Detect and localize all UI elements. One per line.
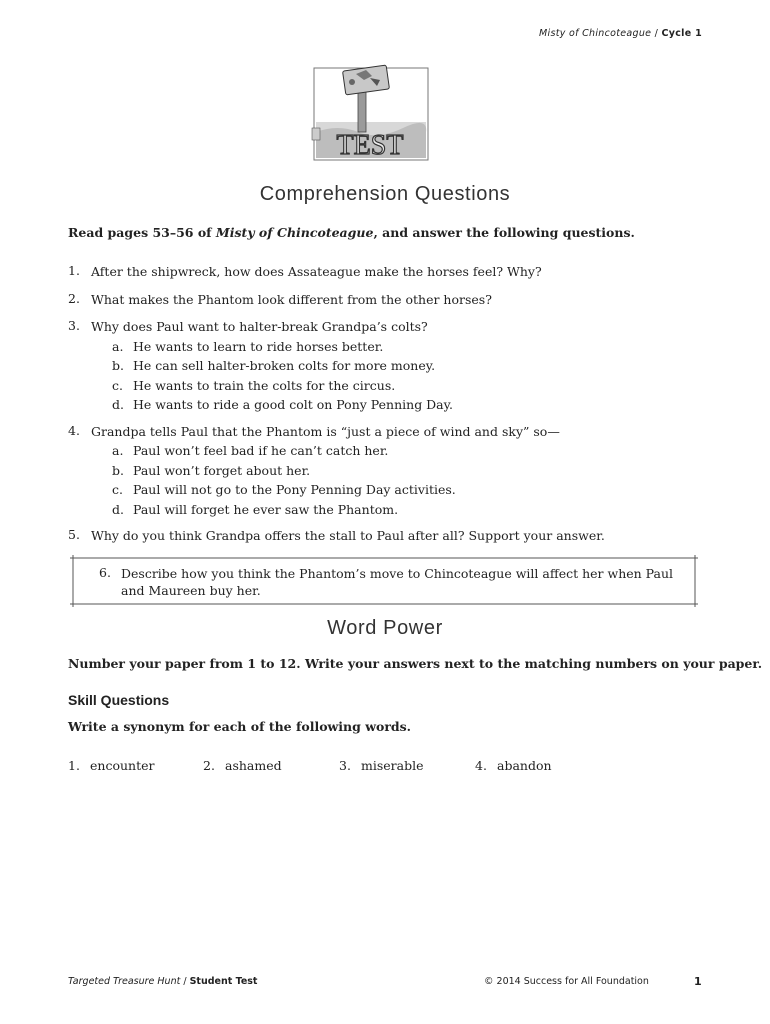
- footer-doc-type: Student Test: [189, 976, 258, 987]
- instruction-prefix: Read pages 53–56 of: [68, 225, 216, 240]
- question-text: Why does Paul want to halter-break Grandpa’s colts?: [91, 319, 428, 334]
- page-number: 1: [694, 975, 702, 988]
- word-number: 3.: [339, 758, 351, 773]
- running-header: [539, 28, 702, 39]
- word-text: ashamed: [225, 758, 282, 773]
- header-separator: /: [654, 28, 659, 39]
- question-number: 2.: [68, 291, 80, 306]
- synonym-instruction: Write a synonym for each of the following words.: [68, 719, 412, 734]
- footer-separator: /: [183, 976, 187, 987]
- option-text: Paul will forget he ever saw the Phantom.: [133, 502, 399, 517]
- option-letter: a.: [112, 443, 124, 458]
- logo-test-text: TEST: [336, 130, 404, 161]
- word-number: 4.: [475, 758, 487, 773]
- word-power-heading: Word Power: [327, 617, 443, 639]
- question-number: 6.: [99, 565, 111, 580]
- word-number: 2.: [203, 758, 215, 773]
- question-text: After the shipwreck, how does Assateague make the horses feel? Why?: [91, 264, 542, 279]
- option-text: He wants to train the colts for the circus.: [133, 378, 396, 393]
- question-text: Describe how you think the Phantom’s move to Chincoteague will affect her when Paul and Maureen buy her.: [121, 566, 674, 598]
- question-text: Why do you think Grandpa offers the stall to Paul after all? Support your answer.: [91, 528, 605, 543]
- reading-instruction: [68, 225, 635, 240]
- header-book-title: Misty of Chincoteague: [539, 28, 652, 39]
- instruction-suffix: , and answer the following questions.: [373, 225, 635, 240]
- option-letter: b.: [112, 463, 124, 478]
- option-text: Paul will not go to the Pony Penning Day activities.: [133, 482, 456, 497]
- option-letter: b.: [112, 358, 124, 373]
- option-text: He wants to ride a good colt on Pony Penning Day.: [133, 397, 454, 412]
- skill-questions-heading: Skill Questions: [68, 692, 170, 708]
- option-text: Paul won’t feel bad if he can’t catch her.: [133, 443, 389, 458]
- footer-copyright: © 2014 Success for All Foundation: [484, 976, 649, 987]
- option-letter: d.: [112, 502, 124, 517]
- word-text: encounter: [90, 758, 155, 773]
- option-text: He can sell halter-broken colts for more money.: [133, 358, 436, 373]
- question-number: 1.: [68, 263, 80, 278]
- test-logo: [308, 62, 432, 162]
- header-cycle: Cycle 1: [661, 28, 702, 39]
- word-text: abandon: [497, 758, 552, 773]
- footer-program: [68, 976, 257, 987]
- question-text: What makes the Phantom look different from the other horses?: [91, 292, 492, 307]
- question-text: Grandpa tells Paul that the Phantom is “just a piece of wind and sky” so—: [91, 424, 560, 439]
- option-letter: c.: [112, 482, 123, 497]
- word-text: miserable: [361, 758, 424, 773]
- option-letter: a.: [112, 339, 124, 354]
- numbering-instruction: Number your paper from 1 to 12. Write your answers next to the matching numbers on your paper.: [68, 656, 763, 671]
- question-number: 5.: [68, 527, 80, 542]
- question-number: 3.: [68, 318, 80, 333]
- option-text: He wants to learn to ride horses better.: [133, 339, 384, 354]
- option-letter: d.: [112, 397, 124, 412]
- footer-program-name: Targeted Treasure Hunt: [68, 976, 181, 987]
- question-number: 4.: [68, 423, 80, 438]
- option-text: Paul won’t forget about her.: [133, 463, 311, 478]
- option-letter: c.: [112, 378, 123, 393]
- instruction-book-title: Misty of Chincoteague: [215, 225, 374, 240]
- comprehension-heading: Comprehension Questions: [259, 183, 511, 205]
- word-number: 1.: [68, 758, 80, 773]
